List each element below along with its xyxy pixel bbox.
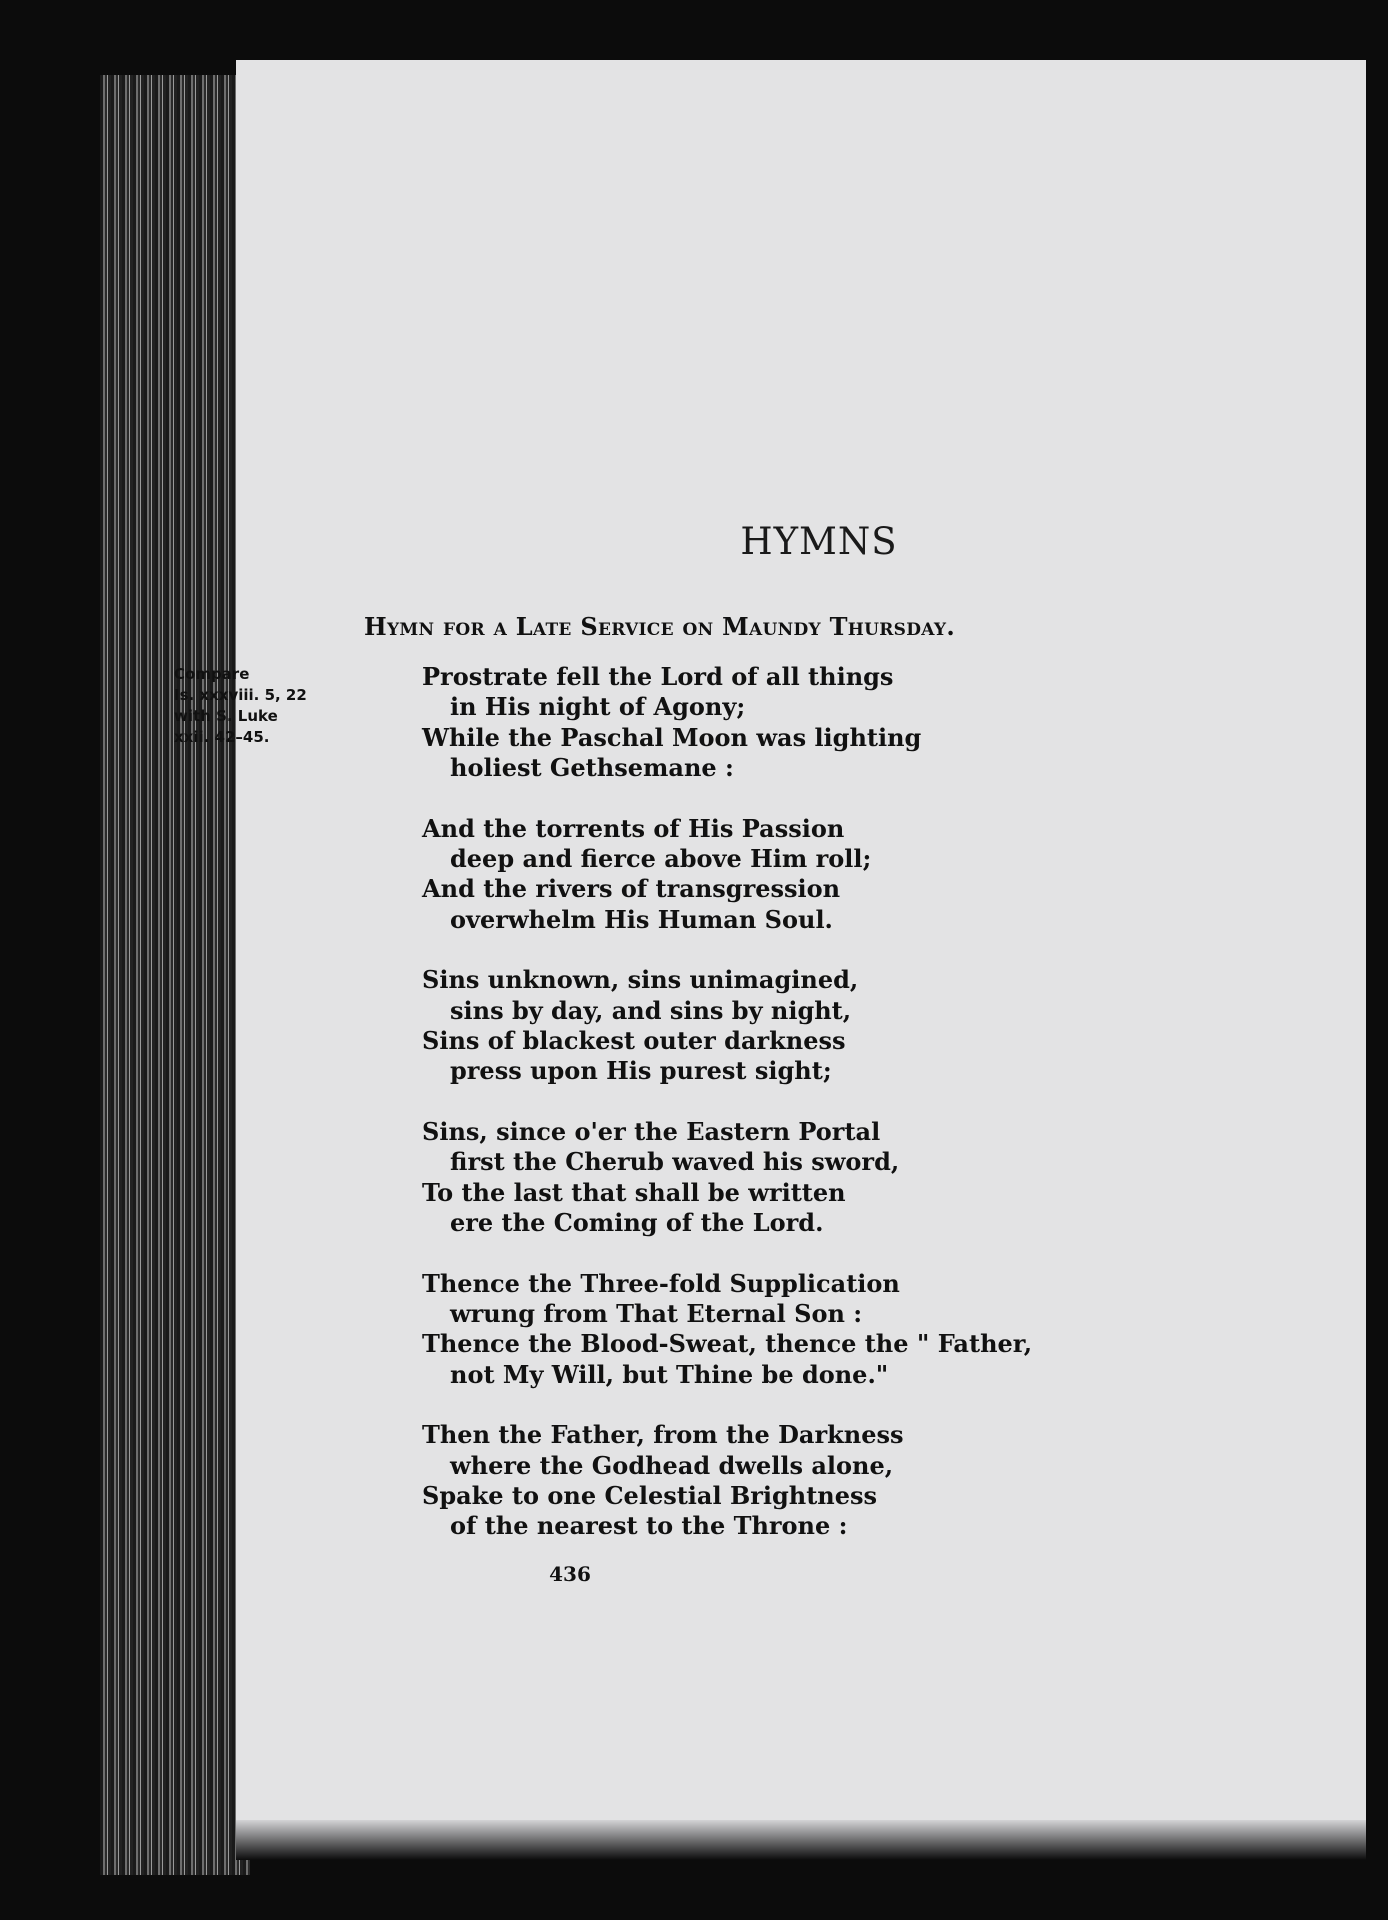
verse-line: not My Will, but Thine be done."	[450, 1359, 889, 1389]
book-page-edges	[100, 75, 250, 1875]
verse-line: press upon His purest sight;	[450, 1056, 832, 1086]
margin-note-line: Is. xxxviii. 5, 22	[174, 686, 307, 704]
page-bottom-shadow	[236, 1820, 1366, 1860]
verse-line: Sins of blackest outer darkness	[422, 1026, 846, 1056]
margin-note-line: xxii. 42–45.	[174, 728, 270, 746]
verse-line: Spake to one Celestial Brightness	[422, 1480, 878, 1510]
verse-line: Thence the Blood-Sweat, thence the " Father,	[422, 1329, 1033, 1359]
stanza	[422, 662, 1122, 784]
verse-line: And the torrents of His Passion	[422, 813, 845, 843]
verse-line: Sins, since o'er the Eastern Portal	[422, 1116, 881, 1146]
verse-line: deep and fierce above Him roll;	[450, 844, 872, 874]
verse-line: sins by day, and sins by night,	[450, 995, 852, 1025]
margin-note-line: with S. Luke	[174, 707, 278, 725]
verse-line: of the nearest to the Throne :	[450, 1511, 848, 1541]
stanza	[422, 965, 1122, 1087]
hymn-text	[422, 662, 1122, 1572]
stanza	[422, 1117, 1122, 1239]
running-head: HYMNS	[740, 520, 898, 563]
verse-line: Then the Father, from the Darkness	[422, 1420, 904, 1450]
verse-line: wrung from That Eternal Son :	[450, 1298, 863, 1328]
margin-note-line: Compare	[174, 665, 250, 683]
verse-line: To the last that shall be written	[422, 1177, 846, 1207]
stanza	[422, 1269, 1122, 1391]
verse-line: While the Paschal Moon was lighting	[422, 722, 922, 752]
page-number: 436	[549, 1562, 591, 1586]
verse-line: holiest Gethsemane :	[450, 753, 734, 783]
margin-note	[174, 664, 344, 748]
stanza	[422, 814, 1122, 936]
verse-line: Thence the Three-fold Supplication	[422, 1268, 900, 1298]
verse-line: in His night of Agony;	[450, 692, 746, 722]
verse-line: ere the Coming of the Lord.	[450, 1208, 824, 1238]
hymn-title: Hymn for a Late Service on Maundy Thursday.	[364, 612, 956, 641]
verse-line: overwhelm His Human Soul.	[450, 904, 833, 934]
verse-line: where the Godhead dwells alone,	[450, 1450, 894, 1480]
stanza	[422, 1420, 1122, 1542]
verse-line: Sins unknown, sins unimagined,	[422, 965, 859, 995]
verse-line: first the Cherub waved his sword,	[450, 1147, 900, 1177]
verse-line: And the rivers of transgression	[422, 874, 841, 904]
verse-line: Prostrate fell the Lord of all things	[422, 662, 894, 691]
